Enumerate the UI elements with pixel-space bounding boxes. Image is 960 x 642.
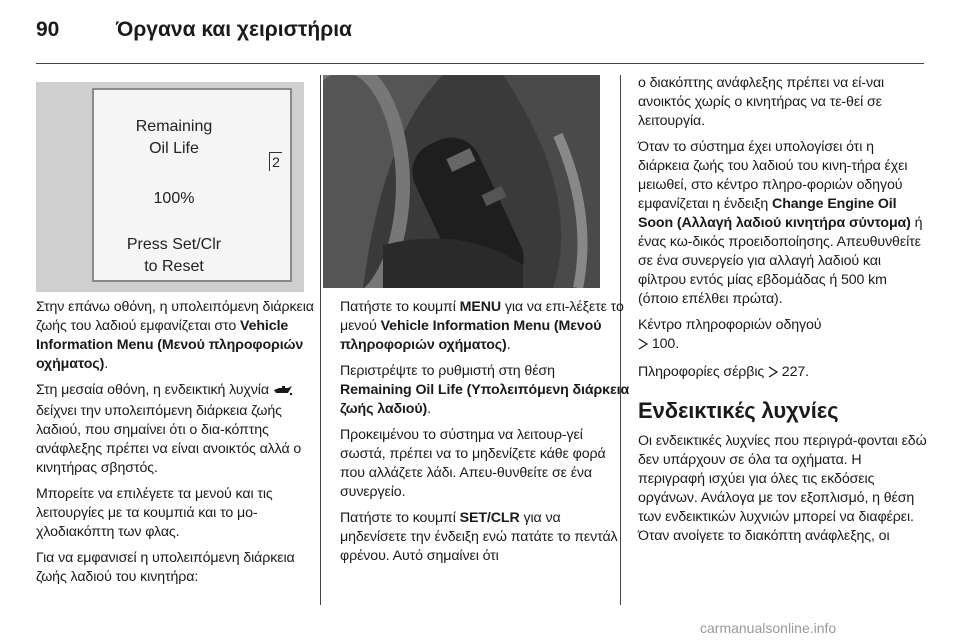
turn-signal-stalk-photo xyxy=(323,75,600,288)
reference-arrow-icon xyxy=(768,365,778,384)
right-p2-a: Όταν το σύστημα έχει υπολογίσει ότι η διάρκεια ζωής του λαδιού του κινη-τήρα έχει μειωθεί, στο κέντρο πληρο-φοριών οδηγού εμφανίζεται η ένδειξη xyxy=(638,139,908,212)
mid-p1-c: για να επι-λέξετε το μενού xyxy=(340,299,624,334)
mid-p1-menu-name: Vehicle Information Menu (Μενού πληροφοριών οχήματος) xyxy=(340,318,602,353)
page-title: Όργανα και χειριστήρια xyxy=(116,18,352,41)
left-p1-end: . xyxy=(104,356,109,372)
display-page-indicator: 2 xyxy=(269,152,282,171)
reference-arrow-icon xyxy=(638,337,648,356)
middle-paragraph-1 xyxy=(340,298,630,355)
right-p4-ref[interactable]: 227. xyxy=(777,364,810,380)
middle-paragraph-3: Προκειμένου το σύστημα να λειτουρ-γεί σωστά, πρέπει να το μηδενίζετε κάθε φορά που αλλάζετε λάδι. Απευ-θυνθείτε σε ένα συνεργείο. xyxy=(340,427,606,500)
left-paragraph-3: Μπορείτε να επιλέγετε τα μενού και τις λειτουργίες με τα κουμπιά και το μο-χλοδιακόπτη των φλας. xyxy=(36,486,273,540)
right-p2-bold: Change Engine Oil Soon (Αλλαγή λαδιού κινητήρα σύντομα) xyxy=(638,196,911,231)
mid-p4-bold: SET/CLR xyxy=(459,510,520,526)
right-p4-a: Πληροφορίες σέρβις xyxy=(638,364,765,380)
section-heading: Ενδεικτικές λυχνίες xyxy=(638,398,839,423)
stalk-photo-drawing xyxy=(323,75,600,288)
middle-column-text xyxy=(340,298,630,573)
display-line-oil-life: Oil Life xyxy=(149,140,199,157)
oil-life-display-illustration xyxy=(36,82,304,292)
left-p2-rest: δείχνει την υπολειπόμενη διάρκεια ζωής λαδιού, που σημαίνει ότι ο δια-κόπτης ανάφλεξης πρέπει να είναι ανοικτός αλλά ο κινητήρας σβηστός. xyxy=(36,403,302,476)
right-p2-c: ή ένας κω-δικός προειδοποίησης. Απευθυνθείτε σε ένα συνεργείο για αλλαγή λαδιού και φίλτρου εντός μίας εβδομάδας ή 500 km (όποιο επέλθει πρώτα). xyxy=(638,215,923,307)
right-paragraph-2 xyxy=(638,138,928,309)
middle-paragraph-4 xyxy=(340,509,630,566)
display-screen xyxy=(92,88,292,282)
left-p1-text: Στην επάνω οθόνη, η υπολειπόμενη διάρκεια ζωής του λαδιού εμφανίζεται στο xyxy=(36,299,314,334)
mid-p1-e: . xyxy=(506,337,511,353)
page-number: 90 xyxy=(36,18,60,41)
left-paragraph-4: Για να εμφανισεί η υπολειπόμενη διάρκεια ζωής λαδιού του κινητήρα: xyxy=(36,550,295,585)
right-paragraph-4 xyxy=(638,363,928,384)
right-paragraph-1: ο διακόπτης ανάφλεξης πρέπει να εί-ναι ανοικτός χωρίς ο κινητήρας να τε-θεί σε λειτουργία. xyxy=(638,75,885,129)
left-column-text xyxy=(36,298,326,594)
display-line-reset: to Reset xyxy=(144,258,204,275)
right-column-text xyxy=(638,74,928,553)
oil-can-icon xyxy=(273,383,293,402)
mid-p1-a: Πατήστε το κουμπί xyxy=(340,299,460,315)
display-line-remaining: Remaining xyxy=(135,118,213,135)
left-paragraph-2 xyxy=(36,381,326,478)
mid-p2-c: . xyxy=(427,401,431,417)
right-paragraph-5: Οι ενδεικτικές λυχνίες που περιγρά-φονται εδώ δεν υπάρχουν σε όλα τα οχήματα. Η περιγραφή ισχύει για όλες τις εκδόσεις οργάνων. Ανάλογα με τον εξοπλισμό, η θέση των ενδεικτικών λυχνιών μπορεί να διαφέρει. Όταν ανοίγετε το διακόπτη ανάφλεξης, οι xyxy=(638,433,927,544)
right-paragraph-3 xyxy=(638,316,928,356)
middle-paragraph-2 xyxy=(340,362,630,419)
display-line-press: Press Set/Clr xyxy=(126,236,222,253)
mid-p4-a: Πατήστε το κουμπί xyxy=(340,510,460,526)
left-paragraph-1 xyxy=(36,298,326,374)
header-rule xyxy=(36,63,924,64)
right-p3-ref[interactable]: 100. xyxy=(648,336,680,352)
mid-p1-menu: MENU xyxy=(459,299,502,315)
right-p3-a: Κέντρο πληροφοριών οδηγού xyxy=(638,317,822,333)
mid-p4-c: για να μηδενίσετε την ένδειξη ενώ πατάτε το πεντάλ φρένου. Αυτό σημαίνει ότι xyxy=(340,510,618,564)
mid-p2-bold: Remaining Oil Life (Υπολειπόμενη διάρκεια ζωής λαδιού) xyxy=(340,382,630,417)
watermark: carmanualsonline.info xyxy=(700,620,837,636)
left-p1-bold: Vehicle Information Menu (Μενού πληροφοριών οχήματος) xyxy=(36,318,304,372)
mid-p2-a: Περιστρέψτε το ρυθμιστή στη θέση xyxy=(340,363,555,379)
display-percent: 100% xyxy=(153,190,195,207)
left-p2-text: Στη μεσαία οθόνη, η ενδεικτική λυχνία xyxy=(36,382,273,398)
